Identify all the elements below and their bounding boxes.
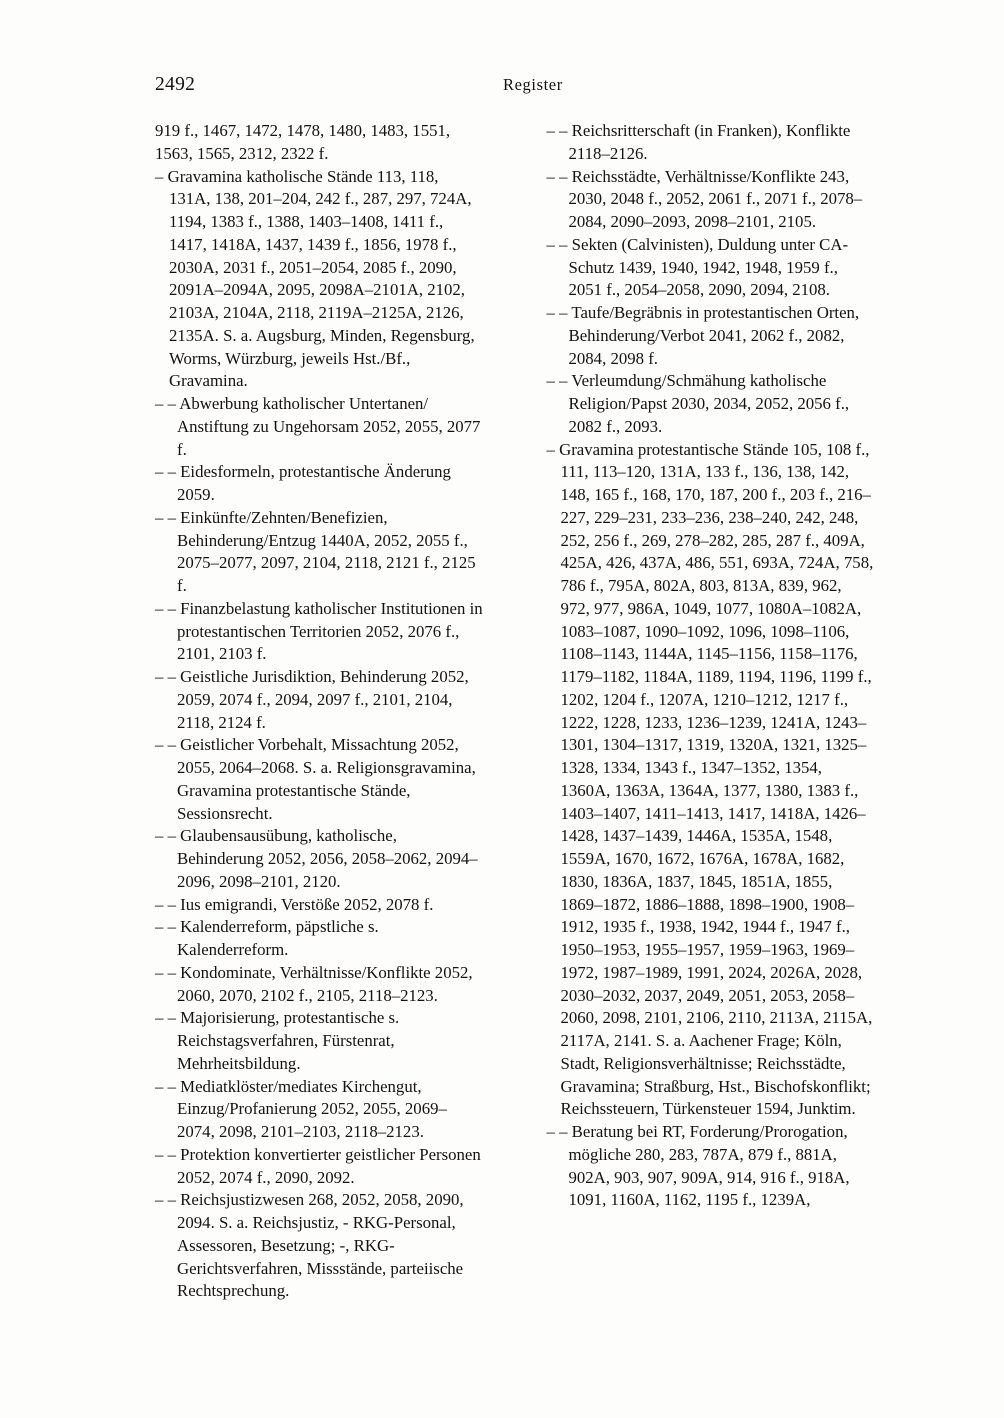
- page-header: [155, 74, 855, 98]
- running-title: Register: [503, 75, 563, 94]
- index-entry: – – Reichsstädte, Verhältnisse/Konflikte 243, 2030, 2048 f., 2052, 2061 f., 2071 f., 2078–2084, 2090–2093, 2098–2101, 2105.: [546, 166, 863, 231]
- index-entry: – – Finanzbelastung katholischer Institutionen in protestantischen Territorien 2052, 2076 f., 2101, 2103 f.: [155, 598, 483, 664]
- index-entry: – – Einkünfte/Zehnten/Benefizien, Behinderung/Entzug 1440A, 2052, 2055 f., 2075–2077, 2097, 2104, 2118, 2121 f., 2125 f.: [155, 507, 476, 595]
- index-entry: – – Majorisierung, protestantische s. Reichstagsverfahren, Fürstenrat, Mehrheitsbildung.: [155, 1008, 400, 1073]
- index-entry: – – Verleumdung/Schmähung katholische Religion/Papst 2030, 2034, 2052, 2056 f., 2082 f., 2093.: [546, 371, 850, 436]
- index-entry: – – Sekten (Calvinisten), Duldung unter CA-Schutz 1439, 1940, 1942, 1948, 1959 f., 2051 f., 2054–2058, 2090, 2094, 2108.: [546, 234, 849, 300]
- index-column-right: [547, 120, 876, 1303]
- index-entry: – – Ius emigrandi, Verstöße 2052, 2078 f.: [155, 894, 434, 914]
- index-entry: – – Kalenderreform, päpstliche s. Kalenderreform.: [155, 917, 379, 959]
- index-column-left: [155, 120, 484, 1303]
- index-entry: – – Protektion konvertierter geistlicher Personen 2052, 2074 f., 2090, 2092.: [155, 1144, 481, 1187]
- index-entry: – – Geistlicher Vorbehalt, Missachtung 2052, 2055, 2064–2068. S. a. Religionsgravamina, Gravamina protestantische Stände, Sessionsrecht.: [155, 735, 476, 823]
- index-entry: – – Mediatklöster/mediates Kirchengut, Einzug/Profanierung 2052, 2055, 2069–2074, 2098, 2101–2103, 2118–2123.: [155, 1076, 447, 1141]
- index-entry: – – Geistliche Jurisdiktion, Behinderung 2052, 2059, 2074 f., 2094, 2097 f., 2101, 2104, 2118, 2124 f.: [155, 667, 469, 732]
- index-entry: – – Abwerbung katholischer Untertanen/ Anstiftung zu Ungehorsam 2052, 2055, 2077 f.: [155, 394, 481, 459]
- index-entry: – – Beratung bei RT, Forderung/Prorogation, mögliche 280, 283, 787A, 879 f., 881A, 902A, 903, 907, 909A, 914, 916 f., 918A, 1091, 1160A, 1162, 1195 f., 1239A,: [546, 1122, 850, 1210]
- index-entry: – – Reichsritterschaft (in Franken), Konflikte 2118–2126.: [546, 121, 851, 163]
- index-entry: – Gravamina protestantische Stände 105, 108 f., 111, 113–120, 131A, 133 f., 136, 138, 142, 148, 165 f., 168, 170, 187, 200 f., 203 f., 216–227, 229–231, 233–236, 238–240, 242, 248, 252, 256 f., 269, 278–282, 285, 287 f., 409A, 425A, 426, 437A, 486, 551, 693A, 724A, 758, 786 f., 795A, 802A, 803, 813A, 839, 962, 972, 977, 986A, 1049, 1077, 1080A–1082A, 1083–1087, 1090–1092, 1096, 1098–1106, 1108–1143, 1144A, 1145–1156, 1158–1176, 1179–1182, 1184A, 1189, 1194, 1196, 1199 f., 1202, 1204 f., 1207A, 1210–1212, 1217 f., 1222, 1228, 1233, 1236–1239, 1241A, 1243–1301, 1304–1317, 1319, 1320A, 1321, 1325–1328, 1334, 1343 f., 1347–1352, 1354, 1360A, 1363A, 1364A, 1377, 1380, 1383 f., 1403–1407, 1411–1413, 1417, 1418A, 1426–1428, 1437–1439, 1446A, 1535A, 1548, 1559A, 1670, 1672, 1676A, 1678A, 1682, 1830, 1836A, 1837, 1845, 1851A, 1855, 1869–1872, 1886–1888, 1898–1900, 1908–1912, 1935 f., 1938, 1942, 1944 f., 1947 f., 1950–1953, 1955–1957, 1959–1963, 1969–1972, 1987–1989, 1991, 2024, 2026A, 2028, 2030–2032, 2037, 2049, 2051, 2053, 2058–2060, 2098, 2101, 2106, 2110, 2113A, 2115A, 2117A, 2141. S. a. Aachener Frage; Köln, Stadt, Religionsverhältnisse; Reichsstädte, Gravamina; Straßburg, Hst., Bischofskonflikt; Reichssteuern, Türkensteuer 1594, Junktim.: [546, 439, 874, 1119]
- page-number: 2492: [155, 74, 196, 95]
- index-columns: [155, 120, 875, 1303]
- index-entry: – – Taufe/Begräbnis in protestantischen Orten, Behinderung/Verbot 2041, 2062 f., 2082, 2084, 2098 f.: [546, 303, 860, 368]
- index-entry: – – Glaubensausübung, katholische, Behinderung 2052, 2056, 2058–2062, 2094–2096, 2098–2101, 2120.: [155, 826, 478, 891]
- index-entry: 919 f., 1467, 1472, 1478, 1480, 1483, 1551, 1563, 1565, 2312, 2322 f.: [155, 121, 451, 163]
- index-entry: – – Reichsjustizwesen 268, 2052, 2058, 2090, 2094. S. a. Reichsjustiz, - RKG-Personal, Assessoren, Besetzung; -, RKG-Gerichtsverfahren, Missstände, parteiische Rechtsprechung.: [155, 1190, 464, 1301]
- index-entry: – – Eidesformeln, protestantische Änderung 2059.: [155, 462, 451, 504]
- index-entry: – Gravamina katholische Stände 113, 118, 131A, 138, 201–204, 242 f., 287, 297, 724A, 1194, 1383 f., 1388, 1403–1408, 1411 f., 1417, 1418A, 1437, 1439 f., 1856, 1978 f., 2030A, 2031 f., 2051–2054, 2085 f., 2090, 2091A–2094A, 2095, 2098A–2101A, 2102, 2103A, 2104A, 2118, 2119A–2125A, 2126, 2135A. S. a. Augsburg, Minden, Regensburg, Worms, Würzburg, jeweils Hst./Bf., Gravamina.: [155, 166, 475, 391]
- index-entry: – – Kondominate, Verhältnisse/Konflikte 2052, 2060, 2070, 2102 f., 2105, 2118–2123.: [155, 962, 473, 1005]
